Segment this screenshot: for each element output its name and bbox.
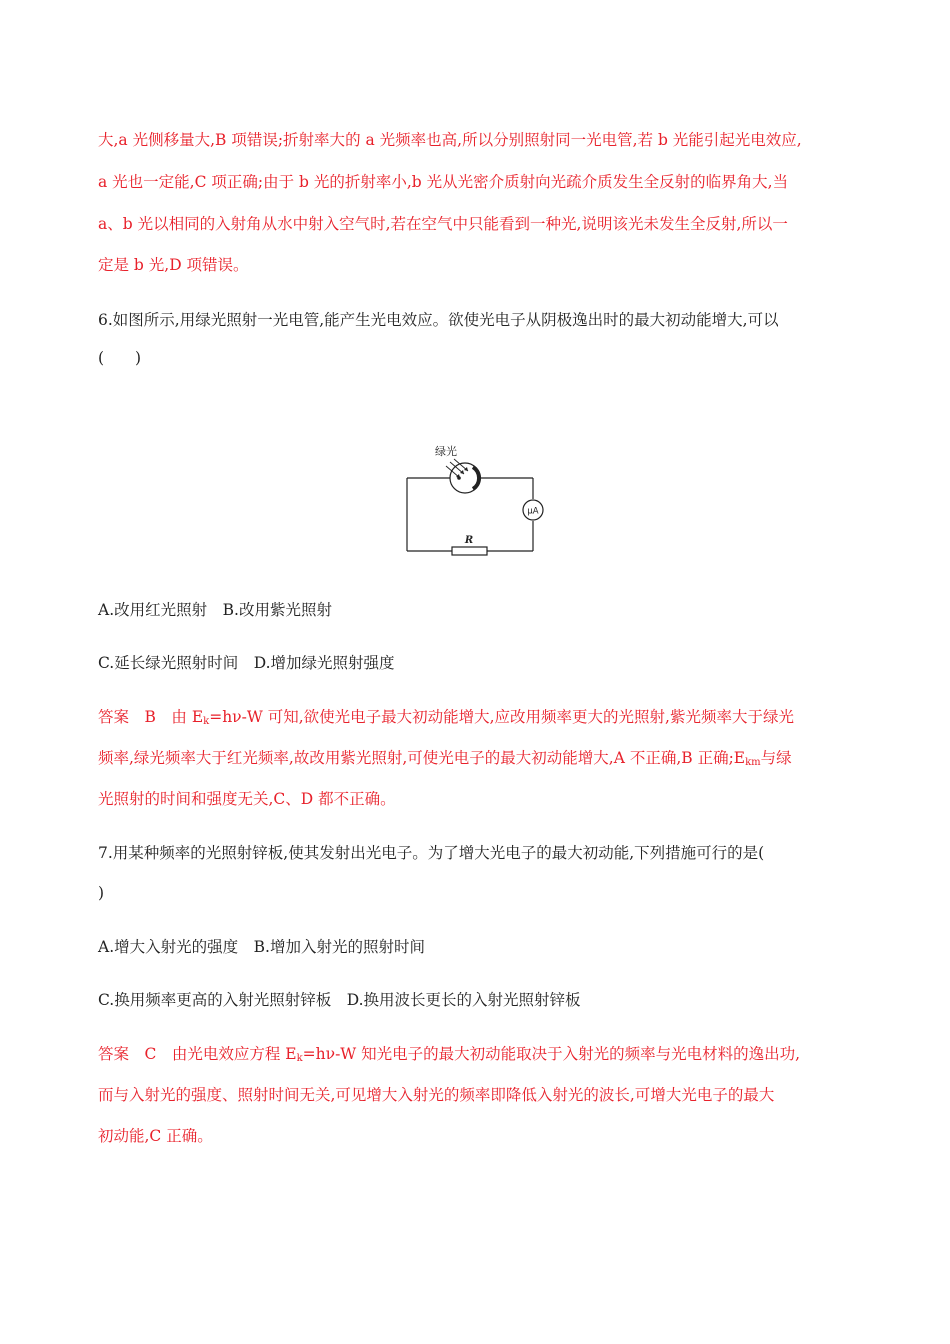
prev-answer-line-1: 大,a 光侧移量大,B 项错误;折射率大的 a 光频率也高,所以分别照射同一光电管,若 b 光能引起光电效应, [98, 131, 802, 149]
q6-answer-l2-b: 与绿 [760, 749, 792, 767]
q6-answer-line-3: 光照射的时间和强度无关,C、D 都不正确。 [98, 790, 396, 808]
resistor [452, 547, 487, 555]
q6-options-line-2: C.延长绿光照射时间 D.增加绿光照射强度 [98, 654, 395, 672]
q7-answer-line-2: 而与入射光的强度、照射时间无关,可见增大入射光的频率即降低入射光的波长,可增大光电子的最大 [98, 1086, 775, 1104]
q7-answer-line-3: 初动能,C 正确。 [98, 1127, 213, 1145]
green-light-label: 绿光 [435, 445, 457, 458]
q7-answer-l1-sub: k [296, 1053, 303, 1064]
q7-options-line-1: A.增大入射光的强度 B.增加入射光的照射时间 [98, 938, 425, 956]
q6-options-line-1: A.改用红光照射 B.改用紫光照射 [98, 601, 332, 619]
q7-answer-line-1 [98, 1044, 800, 1069]
photoelectric-circuit-diagram [398, 438, 558, 560]
q7-options-line-2: C.换用频率更高的入射光照射锌板 D.换用波长更长的入射光照射锌板 [98, 991, 581, 1009]
q6-answer-line-1 [98, 707, 794, 732]
q6-stem-line-2: ( ) [98, 349, 142, 367]
q6-answer-line-2 [98, 748, 792, 773]
q7-stem-line-2: ) [98, 884, 105, 902]
q6-answer-l1-a: 答案 B 由 E [98, 708, 204, 726]
q7-stem-line-1: 7.用某种频率的光照射锌板,使其发射出光电子。为了增大光电子的最大初动能,下列措施可行的是( [98, 844, 765, 862]
resistor-label: R [464, 535, 474, 546]
q6-answer-l2-a: 频率,绿光频率大于红光频率,故改用紫光照射,可使光电子的最大初动能增大,A 不正确,B 正确;E [98, 749, 746, 767]
q6-stem-line-1: 6.如图所示,用绿光照射一光电管,能产生光电效应。欲使光电子从阴极逸出时的最大初动能增大,可以 [98, 311, 779, 329]
q6-answer-l1-sub: k [203, 716, 210, 727]
q6-answer-l1-b: =hν-W 可知,欲使光电子最大初动能增大,应改用频率更大的光照射,紫光频率大于绿光 [209, 708, 794, 726]
microammeter-label: μA [527, 506, 539, 517]
prev-answer-line-4: 定是 b 光,D 项错误。 [98, 256, 249, 274]
q7-answer-l1-a: 答案 C 由光电效应方程 E [98, 1045, 297, 1063]
q7-answer-l1-b: =hν-W 知光电子的最大初动能取决于入射光的频率与光电材料的逸出功, [302, 1045, 801, 1063]
q6-answer-l2-sub: km [745, 757, 761, 768]
prev-answer-line-2: a 光也一定能,C 项正确;由于 b 光的折射率小,b 光从光密介质射向光疏介质发生全反射的临界角大,当 [98, 173, 789, 191]
prev-answer-line-3: a、b 光以相同的入射角从水中射入空气时,若在空气中只能看到一种光,说明该光未发生全反射,所以一 [98, 215, 788, 233]
